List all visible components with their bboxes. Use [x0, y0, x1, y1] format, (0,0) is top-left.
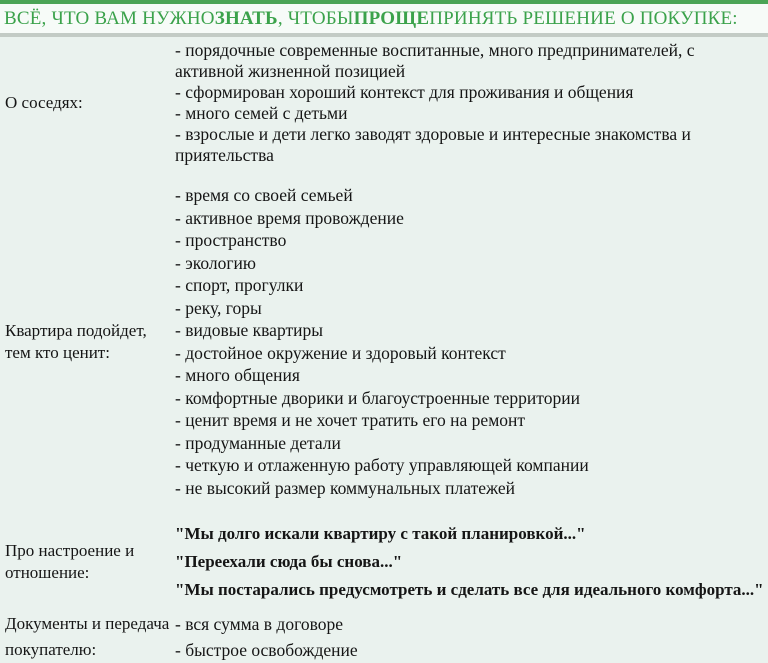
section-label: Документы и передача покупателю:: [5, 614, 170, 659]
bullet-item: - порядочные современные воспитанные, много предпринимателей, с активной жизненной позицией: [175, 40, 695, 81]
section-documents: [0, 611, 768, 663]
bullet-item: - четкую и отлаженную работу управляющей компании: [175, 455, 589, 475]
bullet-item: - много семей с детьми: [175, 103, 348, 123]
section-neighbors: [0, 40, 768, 166]
bullet-item: - много общения: [175, 365, 300, 385]
section-mood-attitude: [0, 520, 768, 604]
bullet-item: - взрослые и дети легко заводят здоровые и интересные знакомства и приятельства: [175, 124, 691, 165]
page-header: [0, 4, 768, 33]
bullet-item: - экологию: [175, 252, 256, 273]
bullet-item: - видовые квартиры: [175, 320, 323, 340]
bullet-item: - активное время провождение: [175, 207, 404, 228]
section-items: [175, 520, 768, 604]
bullet-item: - время со своей семьей: [175, 185, 353, 205]
section-apartment-values: [0, 184, 768, 499]
quote-item: "Мы долго искали квартиру с такой планировкой...": [175, 524, 586, 543]
bullet-item: - реку, горы: [175, 297, 262, 318]
bullet-item: - не высокий размер коммунальных платежей: [175, 477, 516, 498]
bullet-item: - быстрое освобождение: [175, 640, 358, 660]
quote-item: "Переехали сюда бы снова...": [175, 552, 403, 571]
bullet-item: - пространство: [175, 230, 287, 250]
bullet-item: - достойное окружение и здоровый контекст: [175, 342, 506, 363]
bullet-item: - комфортные дворики и благоустроенные территории: [175, 387, 580, 408]
bullet-item: - спорт, прогулки: [175, 275, 304, 295]
section-items: [175, 40, 768, 166]
header-text-segment: ВСЁ, ЧТО ВАМ НУЖНО: [4, 7, 215, 29]
bullet-item: - ценит время и не хочет тратить его на ремонт: [175, 410, 526, 430]
header-bold-segment: ПРОЩЕ: [353, 7, 430, 29]
section-label: Про настроение и отношение:: [5, 541, 135, 582]
header-bold-segment: ЗНАТЬ: [214, 7, 278, 29]
section-label: Квартира подойдет, тем кто ценит:: [5, 320, 147, 362]
bullet-item: - сформирован хороший контекст для проживания и общения: [175, 82, 634, 102]
header-text-segment: , ЧТОБЫ: [277, 7, 354, 29]
quote-item: "Мы постарались предусмотреть и сделать все для идеального комфорта...": [175, 580, 764, 599]
content-table: [0, 37, 768, 663]
header-text-segment: ПРИНЯТЬ РЕШЕНИЕ О ПОКУПКЕ:: [429, 7, 738, 29]
section-items: [175, 611, 768, 663]
section-items: [175, 184, 768, 499]
bullet-item: - продуманные детали: [175, 432, 341, 453]
bullet-item: - вся сумма в договоре: [175, 614, 343, 634]
section-label: О соседях:: [5, 93, 83, 112]
